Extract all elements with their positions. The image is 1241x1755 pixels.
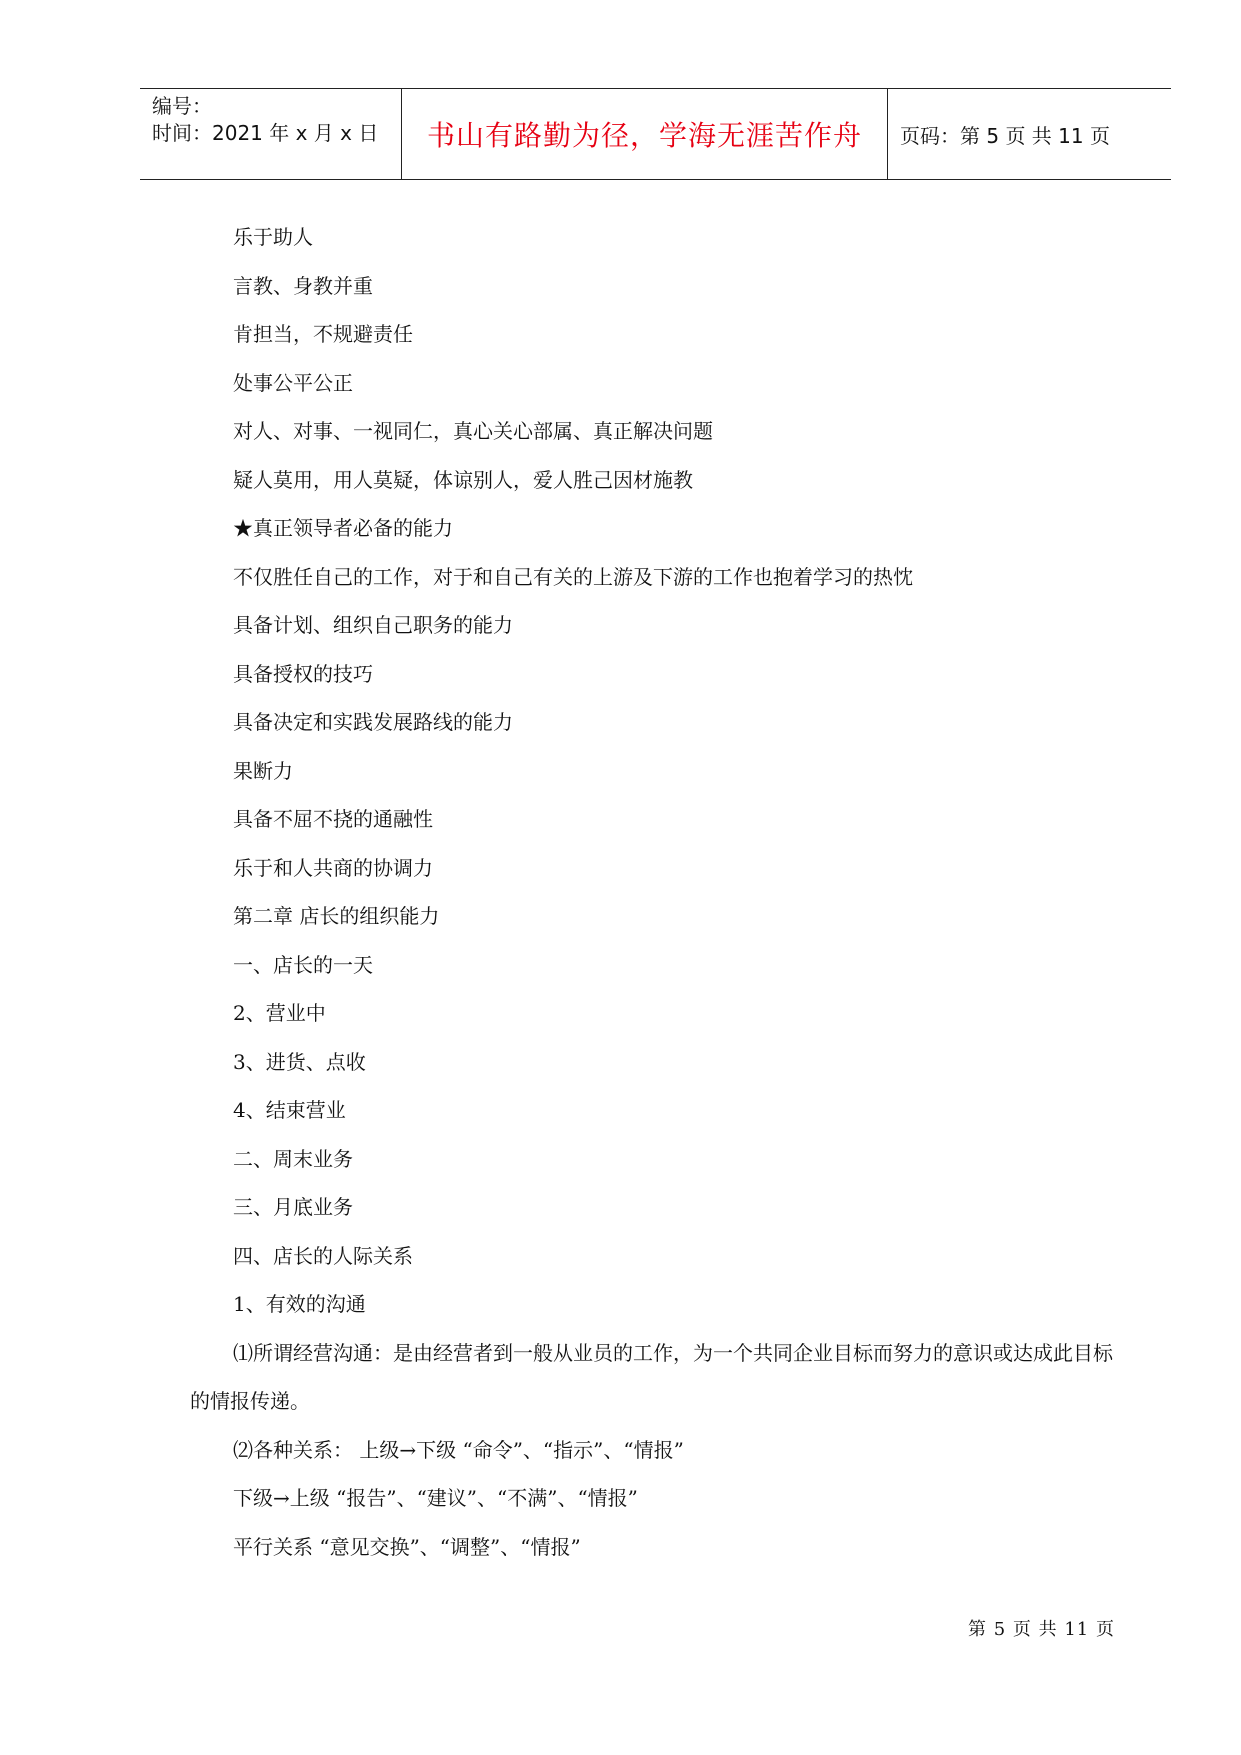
text-line: 具备计划、组织自己职务的能力 — [233, 613, 513, 637]
text-line: 3、进货、点收 — [233, 1049, 366, 1074]
text-line: 二、周末业务 — [233, 1146, 353, 1171]
text-line: 一、店长的一天 — [233, 952, 373, 977]
text-line: 平行关系 “意见交换”、“调整”、“情报” — [233, 1534, 581, 1559]
text-line: 三、月底业务 — [233, 1195, 353, 1219]
text-line: 对人、对事、一视同仁，真心关心部属、真正解决问题 — [233, 419, 713, 443]
text-line: 具备不屈不挠的通融性 — [233, 807, 433, 831]
page-header — [140, 88, 1171, 180]
number-label: 编号： — [152, 94, 212, 118]
text-line: 2、营业中 — [233, 1001, 326, 1025]
text-line: 疑人莫用，用人莫疑，体谅别人，爱人胜己因材施教 — [233, 467, 693, 492]
document-body — [190, 213, 1125, 1571]
text-line: 处事公平公正 — [233, 370, 353, 395]
time-label: 时间：2021 年 x 月 x 日 — [152, 121, 379, 145]
text-line: 乐于助人 — [233, 225, 313, 249]
text-line: 乐于和人共商的协调力 — [233, 855, 433, 880]
text-line: 肯担当，不规避责任 — [233, 322, 413, 346]
text-line: 下级→上级 “报告”、“建议”、“不满”、“情报” — [233, 1486, 638, 1510]
text-line: 1、有效的沟通 — [233, 1292, 366, 1316]
text-line: 果断力 — [233, 758, 293, 783]
body-paragraph: ⑴所谓经营沟通：是由经营者到一般从业员的工作，为一个共同企业目标而努力的意识或达成此目标的情报传递。 — [190, 1340, 1113, 1413]
section-heading: ★真正领导者必备的能力 — [233, 516, 453, 540]
page-footer: 第 5 页 共 11 页 — [968, 1619, 1115, 1640]
text-line: 具备授权的技巧 — [233, 661, 373, 686]
text-line: 四、店长的人际关系 — [233, 1243, 413, 1268]
chapter-heading: 第二章 店长的组织能力 — [233, 904, 440, 928]
header-page-label: 页码：第 5 页 共 11 页 — [900, 123, 1110, 148]
text-line: 4、结束营业 — [233, 1098, 346, 1122]
header-motto: 书山有路勤为径，学海无涯苦作舟 — [402, 89, 888, 179]
text-line: 言教、身教并重 — [233, 273, 373, 298]
header-meta — [140, 89, 402, 179]
text-line: ⑵各种关系： 上级→下级 “命令”、“指示”、“情报” — [233, 1437, 684, 1462]
text-line: 不仅胜任自己的工作，对于和自己有关的上游及下游的工作也抱着学习的热忱 — [233, 564, 913, 589]
text-line: 具备决定和实践发展路线的能力 — [233, 710, 513, 734]
